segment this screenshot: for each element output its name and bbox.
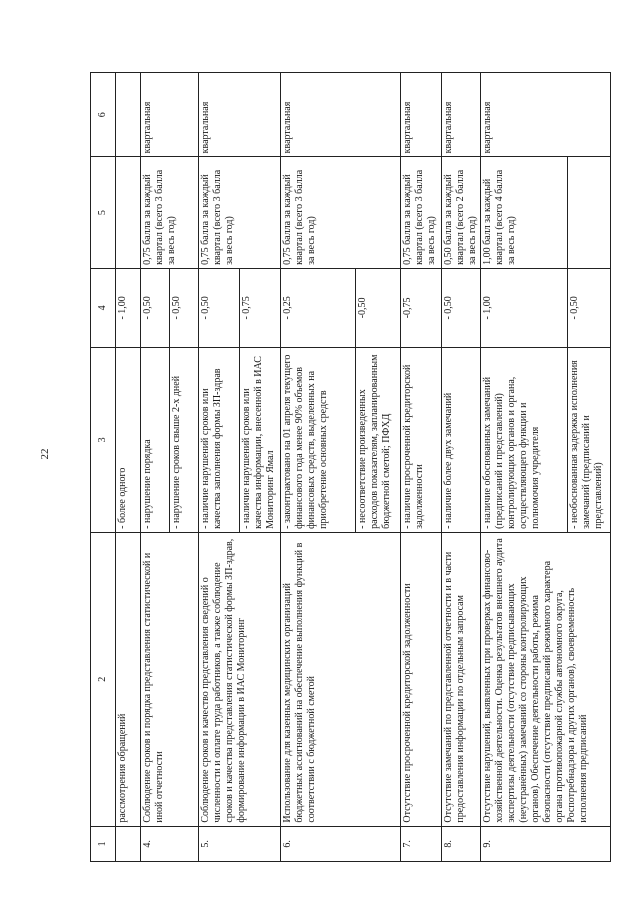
max-score-text: 1,00 балл за каждый квартал (всего 4 балла за весь год) (481, 157, 568, 269)
period-text: квартальная (281, 73, 401, 157)
condition-text: - наличие нарушений сроков или качества информации, внесенной в ИАС Мониторинг Ямал (240, 347, 281, 532)
criterion-text: рассмотрения обращений (116, 532, 141, 826)
header-cell: 5 (91, 157, 116, 269)
score-value: - 0,50 (141, 268, 170, 347)
period-text: квартальная (401, 73, 442, 157)
max-score-text: 0,75 балла за каждый квартал (всего 3 балла за весь год) (141, 157, 199, 269)
row-number (116, 826, 141, 861)
table-row (199, 73, 240, 862)
condition-text: - наличие нарушений сроков или качества заполнения формы ЗП-здрав (199, 347, 240, 532)
condition-text: - наличие просроченной кредиторской задолженности (401, 347, 442, 532)
table-header-row (91, 73, 116, 862)
period-text (116, 73, 141, 157)
row-number: 6. (281, 826, 401, 861)
criterion-text: Отсутствие нарушений, выявленных при проверках финансово-хозяйственной деятельности. Оценка результатов внешнего аудита экспертизы деятельности (отсутствие предписывающих (неустранённых) замечаний со стороны контролирующих органов). Обеспечение деятельности работы, режима безопасности (отсутствие предписаний режимного характера органа противопожарной службы автономного округа, Роспотребнадзора и других органов), своевременность исполнения предписаний (481, 532, 611, 826)
row-number: 7. (401, 826, 442, 861)
table-row (141, 73, 170, 862)
condition-text: - наличие обоснованных замечаний (предписаний и представлений) контролирующих органов и органа, осуществляющего функции и полномочия учредителя (481, 347, 568, 532)
rotated-page-content (90, 72, 604, 862)
score-value: - 0,50 (170, 268, 199, 347)
row-number: 4. (141, 826, 199, 861)
score-value: - 1,00 (481, 268, 568, 347)
max-score-text (116, 157, 141, 269)
empty-cell (568, 157, 611, 269)
condition-text: - нарушение сроков свыше 2-х дней (170, 347, 199, 532)
score-value: - 0,50 (568, 268, 611, 347)
period-text: квартальная (141, 73, 199, 157)
max-score-text: 0,75 балла за каждый квартал (всего 3 балла за весь год) (401, 157, 442, 269)
score-value: - 0,50 (199, 268, 240, 347)
condition-text: - необоснованная задержка исполнения замечаний (предписаний и представлений) (568, 347, 611, 532)
condition-text: - наличие более двух замечаний (442, 347, 481, 532)
criterion-text: Отсутствие замечаний по представленной отчетности и в части предоставления информации по отдельным запросам (442, 532, 481, 826)
condition-text: - несоответствие произведенных расходов показателям, запланированным бюджетной сметой; ПФХД (356, 347, 401, 532)
period-text: квартальная (199, 73, 281, 157)
period-text: квартальная (481, 73, 611, 157)
condition-text: - более одного (116, 347, 141, 532)
header-cell: 1 (91, 826, 116, 861)
max-score-text: 0,75 балла за каждый квартал (всего 3 балла за весь год) (199, 157, 281, 269)
criterion-text: Соблюдение сроков и качество представления сведений о численности и оплате труда работников, а также соблюдение сроков и качества представления статистической формы ЗП-здрав, формирование информации в ИАС Мониторинг (199, 532, 281, 826)
period-text: квартальная (442, 73, 481, 157)
condition-text: - законтрактовано на 01 апреля текущего финансового года менее 90% объемов финансовых средств, выделенных на приобретение основных средств (281, 347, 356, 532)
score-value: - 1,00 (116, 268, 141, 347)
row-number: 8. (442, 826, 481, 861)
score-value: - 0,75 (240, 268, 281, 347)
score-value: -0,50 (356, 268, 401, 347)
table-row (442, 73, 481, 862)
table-row (481, 73, 568, 862)
max-score-text: 0,50 балла за каждый квартал (всего 2 балла за весь год) (442, 157, 481, 269)
header-cell: 6 (91, 73, 116, 157)
condition-text: - нарушение порядка (141, 347, 170, 532)
score-value: - 0,50 (442, 268, 481, 347)
table-row (116, 73, 141, 862)
header-cell: 2 (91, 532, 116, 826)
criterion-text: Использование для казенных медицинских организаций бюджетных ассигнований на обеспечение выполнения функций в соответствии с бюджетной сметой (281, 532, 401, 826)
criteria-table (90, 72, 611, 862)
table-row (281, 73, 356, 862)
row-number: 5. (199, 826, 281, 861)
page-number: 22 (39, 448, 51, 460)
header-cell: 3 (91, 347, 116, 532)
score-value: - 0,25 (281, 268, 356, 347)
criterion-text: Соблюдение сроков и порядка представления статистической и иной отчетности (141, 532, 199, 826)
criterion-text: Отсутствие просроченной кредиторской задолженности (401, 532, 442, 826)
table-row (401, 73, 442, 862)
row-number: 9. (481, 826, 611, 861)
score-value: -0,75 (401, 268, 442, 347)
header-cell: 4 (91, 268, 116, 347)
max-score-text: 0,75 балла за каждый квартал (всего 3 балла за весь год) (281, 157, 401, 269)
